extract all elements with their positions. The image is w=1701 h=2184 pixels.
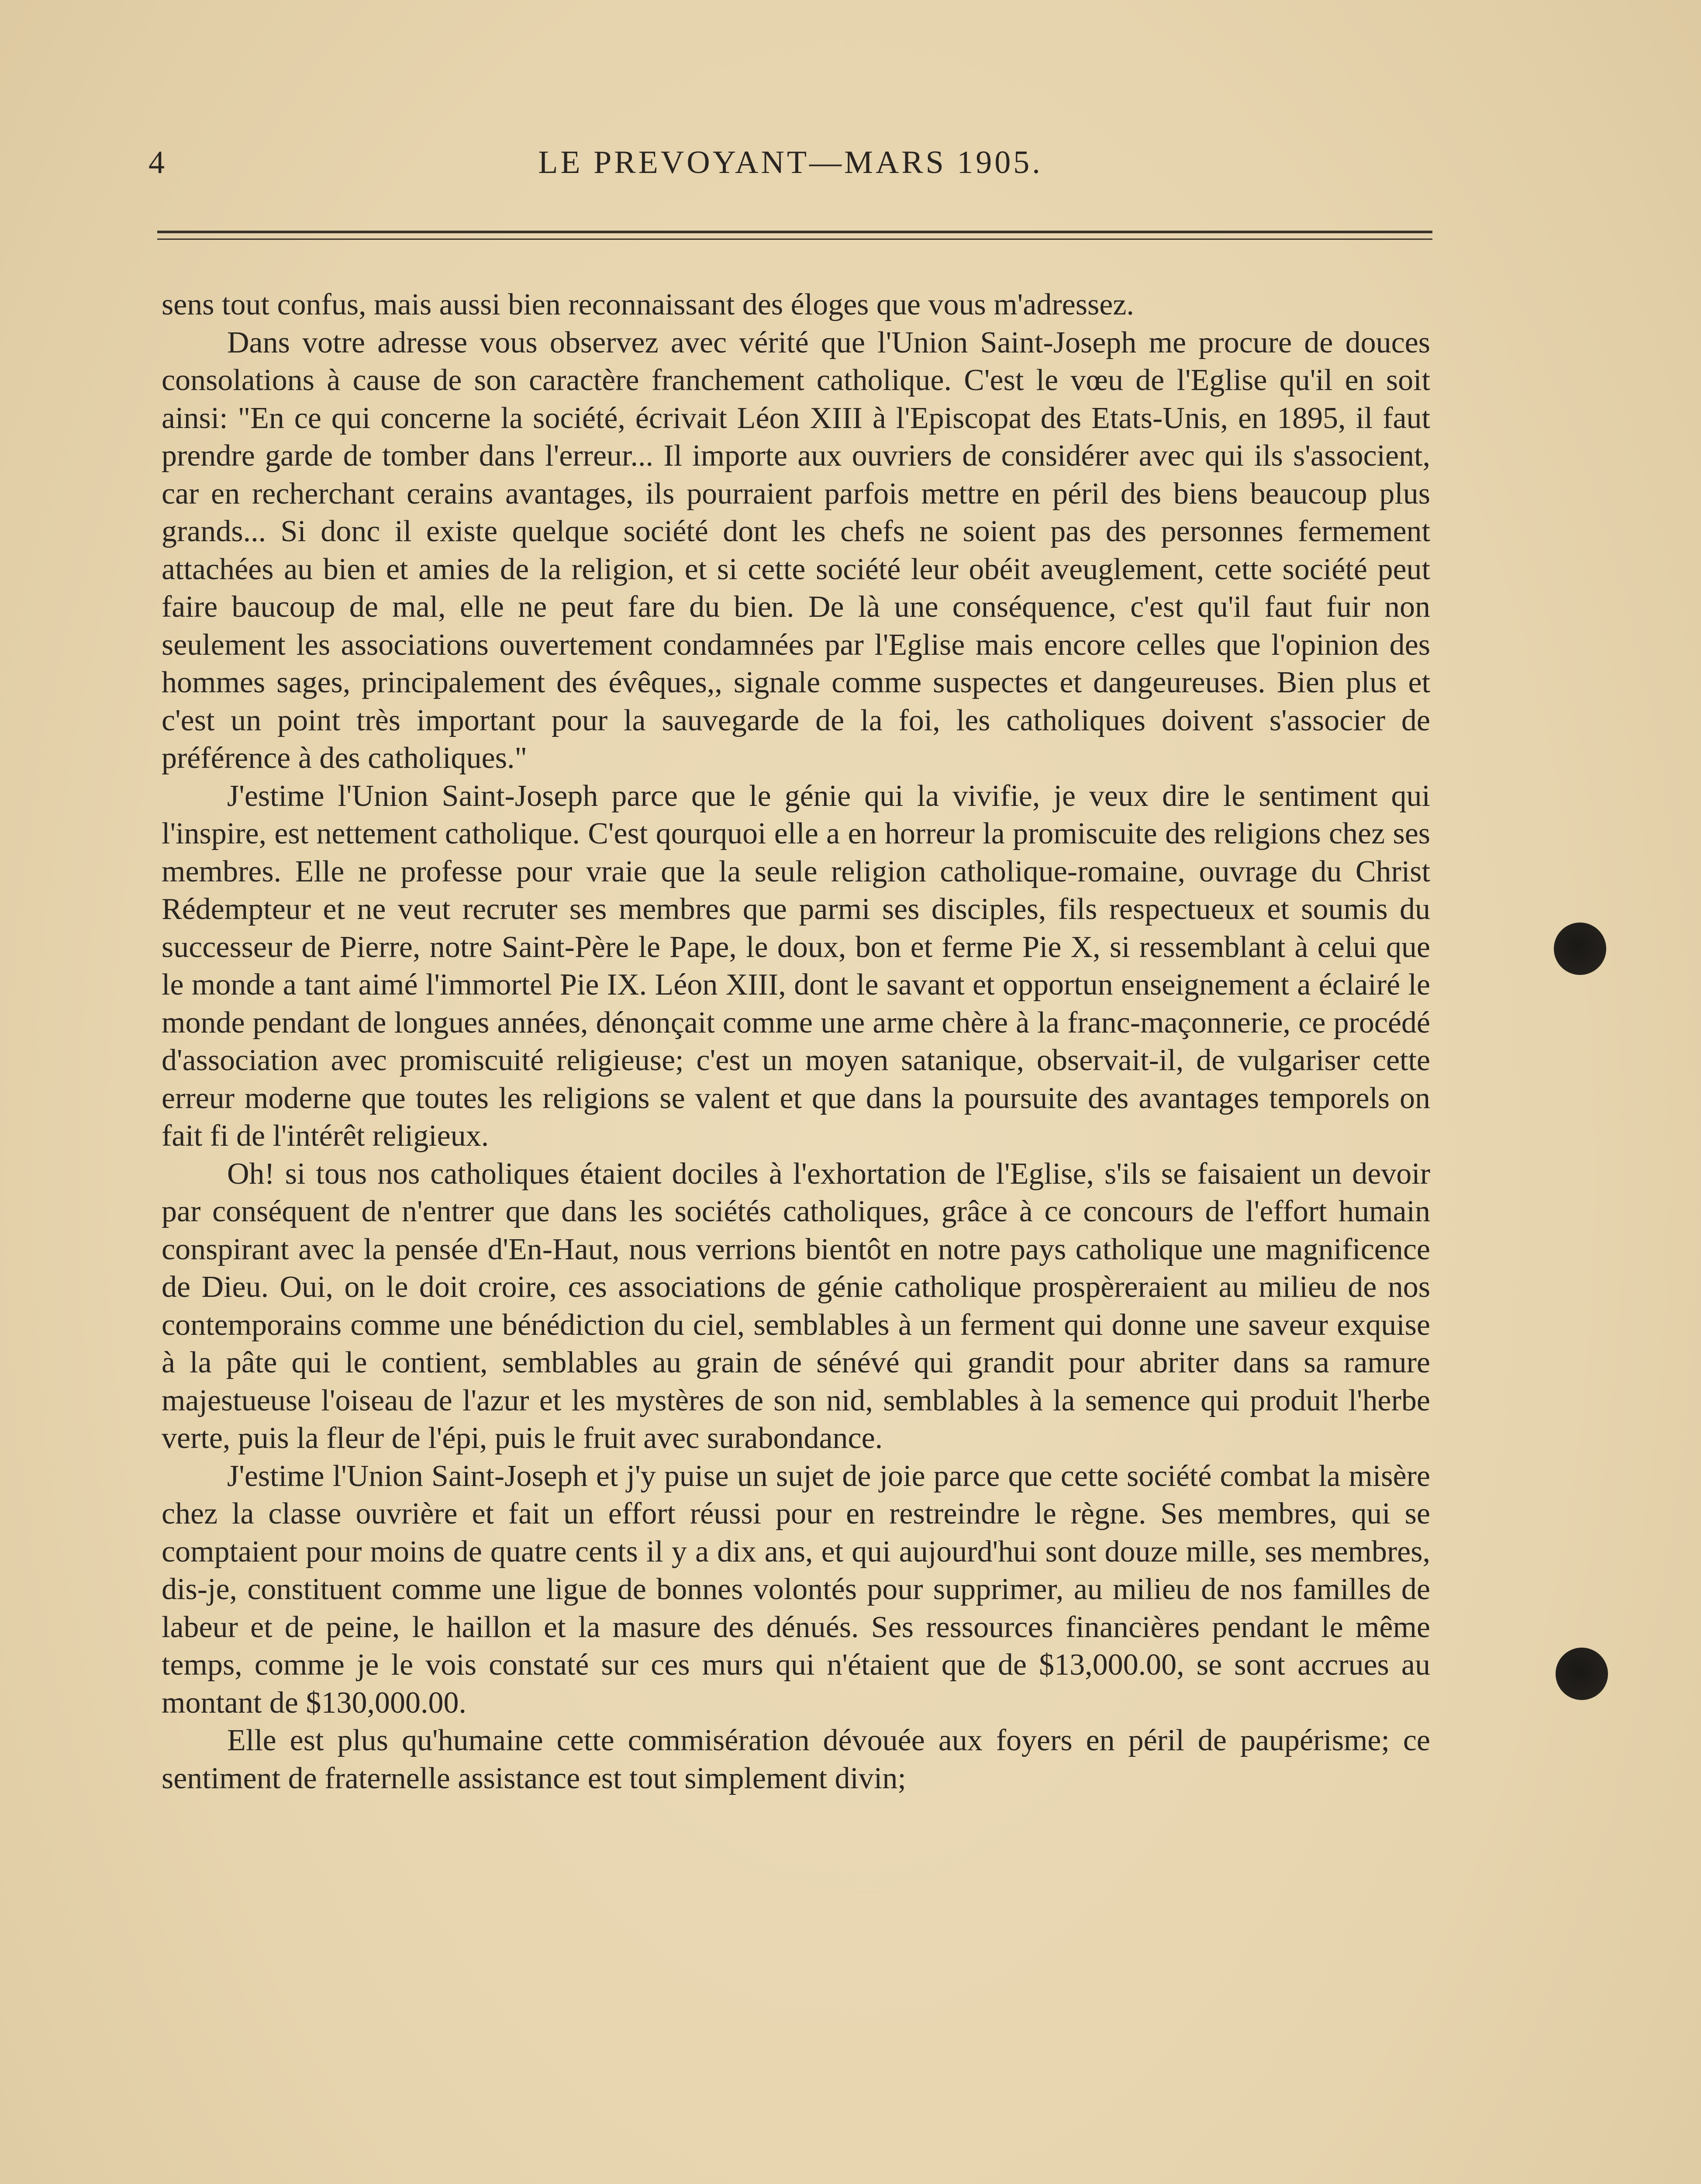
header-rule-thick [157,231,1432,233]
paragraph: Elle est plus qu'humaine cette commisération dévouée aux foyers en péril de paupérisme; ce sentiment de fraternelle assistance est tout simplement divin; [162,1724,1430,1795]
page-number: 4 [148,145,166,180]
paragraph: Oh! si tous nos catholiques étaient dociles à l'exhortation de l'Eglise, s'ils se faisaient un devoir par conséquent de n'entrer que dans les sociétés catholiques, grâce à ce concours de l'effort humain conspirant avec la pensée d'En-Haut, nous verrions bientôt en notre pays catholique une magnificence de Dieu. Oui, on le doit croire, ces associations de génie catholique prospèreraient au milieu de nos contemporains comme une bénédiction du ciel, semblables à un ferment qui donne une saveur exquise à la pâte qui le contient, semblables au grain de sénévé qui grandit pour abriter dans sa ramure majestueuse l'oiseau de l'azur et les mystères de son nid, semblables à la semence qui produit l'herbe verte, puis la fleur de l'épi, puis le fruit avec surabondance. [162,1157,1430,1455]
paragraph: sens tout confus, mais aussi bien reconnaissant des éloges que vous m'adressez. [162,288,1134,321]
article-body [162,286,1430,1797]
binding-hole [1556,1648,1608,1700]
paragraph: J'estime l'Union Saint-Joseph et j'y puise un sujet de joie parce que cette société combat la misère chez la classe ouvrière et fait un effort réussi pour en restreindre le règne. Ses membres, qui se comptaient pour moins de quatre cents il y a dix ans, et qui aujourd'hui sont douze mille, ses membres, dis-je, constituent comme une ligue de bonnes volontés pour supprimer, au milieu de nos familles de labeur et de peine, le haillon et la masure des dénués. Ses ressources financières pendant le même temps, comme je le vois constaté sur ces murs qui n'étaient que de $13,000.00, se sont accrues au montant de $130,000.00. [162,1459,1430,1720]
paragraph: Dans votre adresse vous observez avec vérité que l'Union Saint-Joseph me procure de douces consolations à cause de son caractère franchement catholique. C'est le vœu de l'Eglise qu'il en soit ainsi: "En ce qui concerne la société, écrivait Léon XIII à l'Episcopat des Etats-Unis, en 1895, il faut prendre garde de tomber dans l'erreur... Il importe aux ouvriers de considérer avec qui ils s'associent, car en recherchant cerains avantages, ils pourraient parfois mettre en péril des biens beaucoup plus grands... Si donc il existe quelque société dont les chefs ne soient pas des personnes fermement attachées au bien et amies de la religion, et si cette société leur obéit aveuglement, cette société peut faire baucoup de mal, elle ne peut fare du bien. De là une conséquence, c'est qu'il faut fuir non seulement les associations ouvertement condamnées par l'Eglise mais encore celles que l'opinion des hommes sages, principalement des évêques,, signale comme suspectes et dangeureuses. Bien plus et c'est un point très important pour la sauvegarde de la foi, les catholiques doivent s'associer de préférence à des catholiques." [162,325,1430,775]
running-title: LE PREVOYANT—MARS 1905. [538,145,1043,180]
paragraph: J'estime l'Union Saint-Joseph parce que le génie qui la vivifie, je veux dire le sentiment qui l'inspire, est nettement catholique. C'est qourquoi elle a en horreur la promiscuite des religions chez ses membres. Elle ne professe pour vraie que la seule religion catholique-romaine, ouvrage du Christ Rédempteur et ne veut recruter ses membres que parmi ses disciples, fils respectueux et soumis du successeur de Pierre, notre Saint-Père le Pape, le doux, bon et ferme Pie X, si ressemblant à celui que le monde a tant aimé l'immortel Pie IX. Léon XIII, dont le savant et opportun enseignement a éclairé le monde pendant de longues années, dénonçait comme une arme chère à la franc-maçonnerie, ce procédé d'association avec promiscuité religieuse; c'est un moyen satanique, observait-il, de vulgariser cette erreur moderne que toutes les religions se valent et que dans la poursuite des avantages temporels on fait fi de l'intérêt religieux. [162,779,1430,1153]
header-rule-thin [157,238,1432,240]
page-header [148,140,1432,192]
binding-hole [1554,923,1606,975]
